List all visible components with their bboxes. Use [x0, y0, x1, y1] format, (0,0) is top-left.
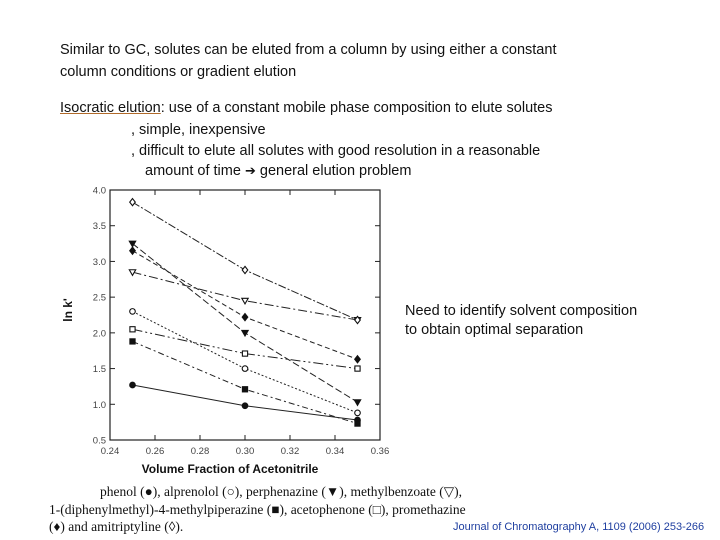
- chart-axes: [61, 186, 389, 477]
- journal-reference-link[interactable]: Journal of Chromatography A, 1109 (2006) 253-266: [453, 521, 705, 533]
- x-tick-label: 0.34: [325, 446, 345, 457]
- y-tick-label: 0.5: [92, 435, 106, 447]
- data-point-phenol: [130, 382, 136, 388]
- y-axis-label: ln k': [61, 298, 75, 322]
- data-point-1-diphenylmethyl-4-methylpiperazine: [242, 387, 247, 392]
- con-line-2: [145, 161, 411, 182]
- con-line-2-part-a: amount of time: [145, 163, 241, 179]
- y-tick-label: 1.0: [92, 399, 106, 411]
- data-point-1-diphenylmethyl-4-methylpiperazine: [130, 339, 135, 344]
- x-tick-label: 0.26: [145, 446, 165, 457]
- side-note-line-2: to obtain optimal separation: [405, 322, 584, 338]
- y-tick-label: 1.5: [92, 364, 106, 376]
- x-tick-label: 0.28: [190, 446, 210, 457]
- intro-line-1: Similar to GC, solutes can be eluted from a column by using either a constant: [60, 42, 557, 58]
- x-tick-label: 0.30: [235, 446, 255, 457]
- data-point-acetophenone: [130, 327, 135, 332]
- y-tick-label: 3.5: [92, 221, 106, 233]
- intro-line-2: column conditions or gradient elution: [60, 64, 297, 80]
- x-tick-label: 0.24: [100, 446, 120, 457]
- data-point-acetophenone: [355, 366, 360, 371]
- data-point-promethazine: [130, 247, 136, 254]
- con-line-2-part-b: general elution problem: [259, 163, 412, 179]
- data-point-amitriptyline: [242, 266, 248, 273]
- side-note-line-1: Need to identify solvent composition: [405, 303, 638, 319]
- chart-series: [129, 199, 360, 427]
- data-point-1-diphenylmethyl-4-methylpiperazine: [355, 421, 360, 426]
- data-point-acetophenone: [242, 351, 247, 356]
- pro-line: , simple, inexpensive: [131, 122, 266, 138]
- data-point-perphenazine: [242, 330, 248, 336]
- x-tick-label: 0.36: [370, 446, 390, 457]
- data-point-amitriptyline: [130, 199, 136, 206]
- data-point-alprenolol: [242, 366, 248, 372]
- data-point-methylbenzoate: [242, 298, 248, 304]
- data-point-phenol: [242, 403, 248, 409]
- right-arrow-icon: ➔: [244, 164, 256, 179]
- caption-line-3: (♦) and amitriptyline (◊).: [49, 519, 184, 534]
- data-point-alprenolol: [355, 410, 361, 416]
- x-tick-label: 0.32: [280, 446, 300, 457]
- y-tick-label: 2.5: [92, 292, 106, 304]
- caption-line-1: phenol (●), alprenolol (○), perphenazine (▼), methylbenzoate (▽),: [100, 484, 463, 499]
- retention-chart: [60, 180, 400, 480]
- con-line-1: , difficult to elute all solutes with good resolution in a reasonable: [131, 143, 541, 159]
- series-line-alprenolol: [133, 311, 358, 412]
- y-tick-label: 2.0: [92, 328, 106, 340]
- data-point-promethazine: [355, 356, 361, 363]
- x-axis-label: Volume Fraction of Acetonitrile: [141, 462, 319, 476]
- data-point-alprenolol: [130, 309, 136, 315]
- y-tick-label: 4.0: [92, 185, 106, 197]
- isocratic-definition-line: [60, 98, 552, 118]
- isocratic-term: Isocratic elution: [60, 100, 161, 116]
- caption-line-2: 1-(diphenylmethyl)-4-methylpiperazine (■), acetophenone (□), promethazine: [49, 502, 466, 517]
- data-point-promethazine: [242, 314, 248, 321]
- isocratic-definition: : use of a constant mobile phase composition to elute solutes: [160, 100, 553, 116]
- data-point-perphenazine: [354, 400, 360, 406]
- y-tick-label: 3.0: [92, 256, 106, 268]
